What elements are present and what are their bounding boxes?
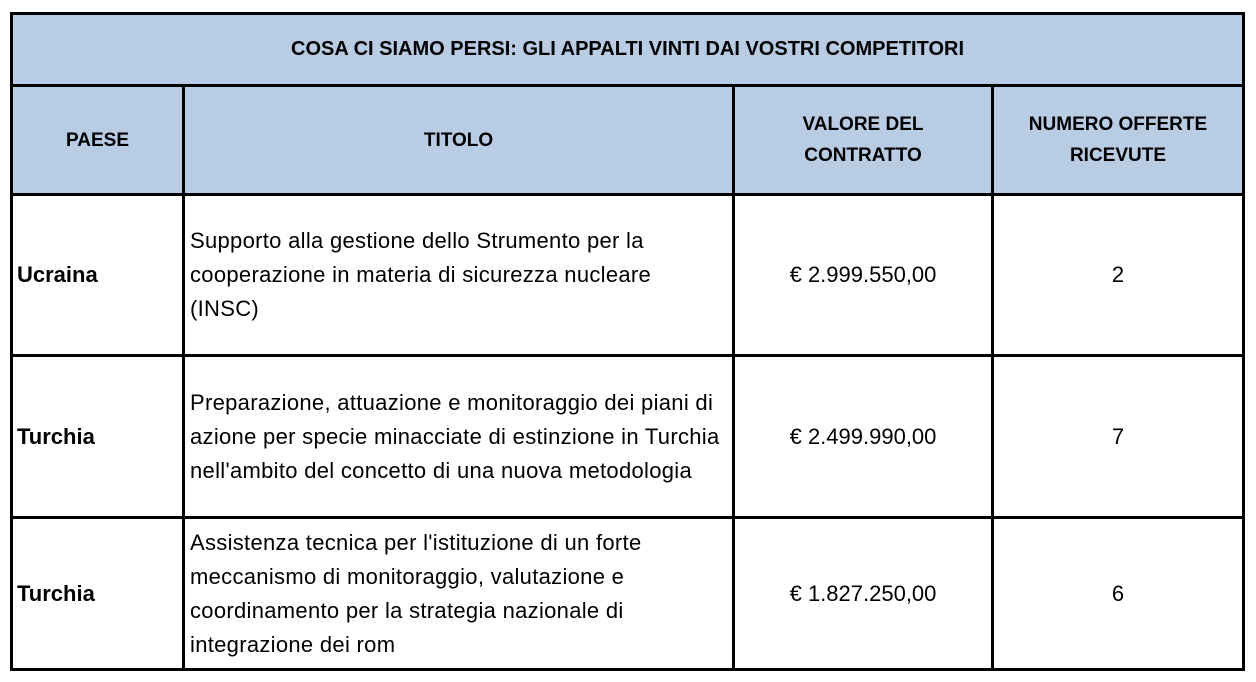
column-header-titolo: TITOLO: [184, 86, 734, 195]
table-row: [12, 356, 1244, 518]
cell-titolo: Supporto alla gestione dello Strumento per la cooperazione in materia di sicurezza nucleare (INSC): [184, 195, 734, 356]
cell-valore: € 2.499.990,00: [734, 356, 993, 518]
contracts-table-container: [10, 12, 1242, 668]
column-header-paese: PAESE: [12, 86, 184, 195]
table-row: [12, 518, 1244, 670]
cell-paese: Turchia: [12, 356, 184, 518]
contracts-table: [10, 12, 1245, 671]
cell-valore: € 2.999.550,00: [734, 195, 993, 356]
cell-offerte: 2: [993, 195, 1244, 356]
cell-offerte: 6: [993, 518, 1244, 670]
cell-titolo: Assistenza tecnica per l'istituzione di un forte meccanismo di monitoraggio, valutazione e coordinamento per la strategia nazionale di integrazione dei rom: [184, 518, 734, 670]
table-row: [12, 195, 1244, 356]
table-header-row: [12, 86, 1244, 195]
cell-paese: Turchia: [12, 518, 184, 670]
cell-titolo: Preparazione, attuazione e monitoraggio dei piani di azione per specie minacciate di estinzione in Turchia nell'ambito del concetto di una nuova metodologia: [184, 356, 734, 518]
column-header-valore: VALORE DEL CONTRATTO: [734, 86, 993, 195]
cell-offerte: 7: [993, 356, 1244, 518]
table-title-row: [12, 14, 1244, 86]
column-header-offerte: NUMERO OFFERTE RICEVUTE: [993, 86, 1244, 195]
cell-valore: € 1.827.250,00: [734, 518, 993, 670]
cell-paese: Ucraina: [12, 195, 184, 356]
table-title: COSA CI SIAMO PERSI: GLI APPALTI VINTI DAI VOSTRI COMPETITORI: [12, 14, 1244, 86]
